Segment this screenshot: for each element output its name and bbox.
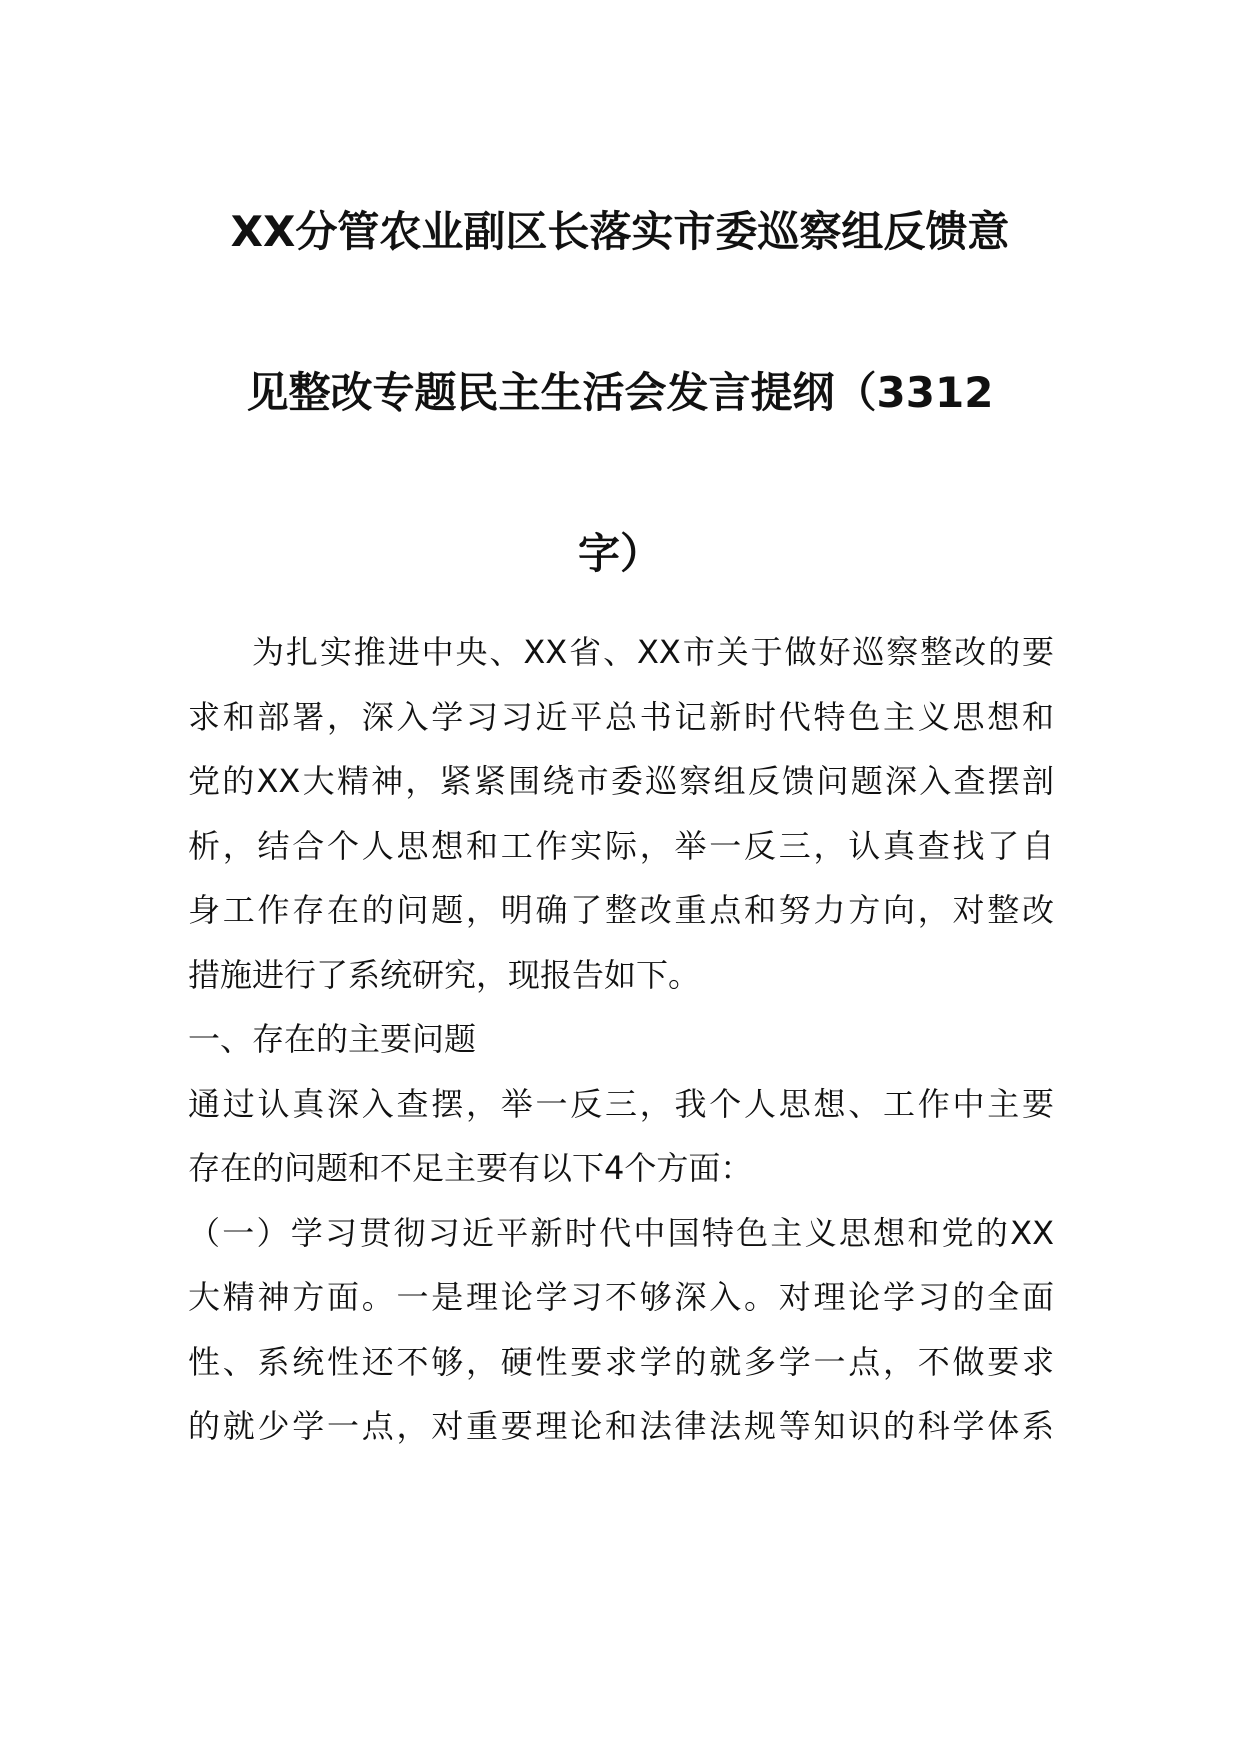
paragraph-line: 身工作存在的问题，明确了整改重点和努力方向，对整改 <box>188 891 1054 929</box>
paragraph-line: 析，结合个人思想和工作实际，举一反三，认真查找了自 <box>188 826 1054 865</box>
section-heading: 一、存在的主要问题 <box>188 1020 477 1058</box>
paragraph-line: 存在的问题和不足主要有以下4个方面： <box>188 1149 753 1187</box>
document-body <box>188 620 1054 1459</box>
document-title-line-1: XX分管农业副区长落实市委巡察组反馈意 <box>230 207 1010 256</box>
paragraph-line: 通过认真深入查摆，举一反三，我个人思想、工作中主要 <box>188 1084 1054 1123</box>
paragraph-line: 大精神方面。一是理论学习不够深入。对理论学习的全面 <box>188 1278 1054 1316</box>
paragraph-line: （一）学习贯彻习近平新时代中国特色主义思想和党的XX <box>188 1213 1054 1252</box>
paragraph-line: 措施进行了系统研究，现报告如下。 <box>188 955 701 994</box>
paragraph-line: 求和部署，深入学习习近平总书记新时代特色主义思想和 <box>188 697 1054 736</box>
paragraph-line: 性、系统性还不够，硬性要求学的就多学一点，不做要求 <box>188 1342 1054 1381</box>
paragraph-line: 为扎实推进中央、XX省、XX市关于做好巡察整改的要 <box>252 633 1054 671</box>
document-title-line-3: 字） <box>577 529 662 578</box>
paragraph-line: 党的XX大精神，紧紧围绕市委巡察组反馈问题深入查摆剖 <box>188 762 1054 800</box>
paragraph-line: 的就少学一点，对重要理论和法律法规等知识的科学体系 <box>188 1407 1054 1445</box>
document-title-line-2: 见整改专题民主生活会发言提纲（3312 <box>246 368 994 417</box>
